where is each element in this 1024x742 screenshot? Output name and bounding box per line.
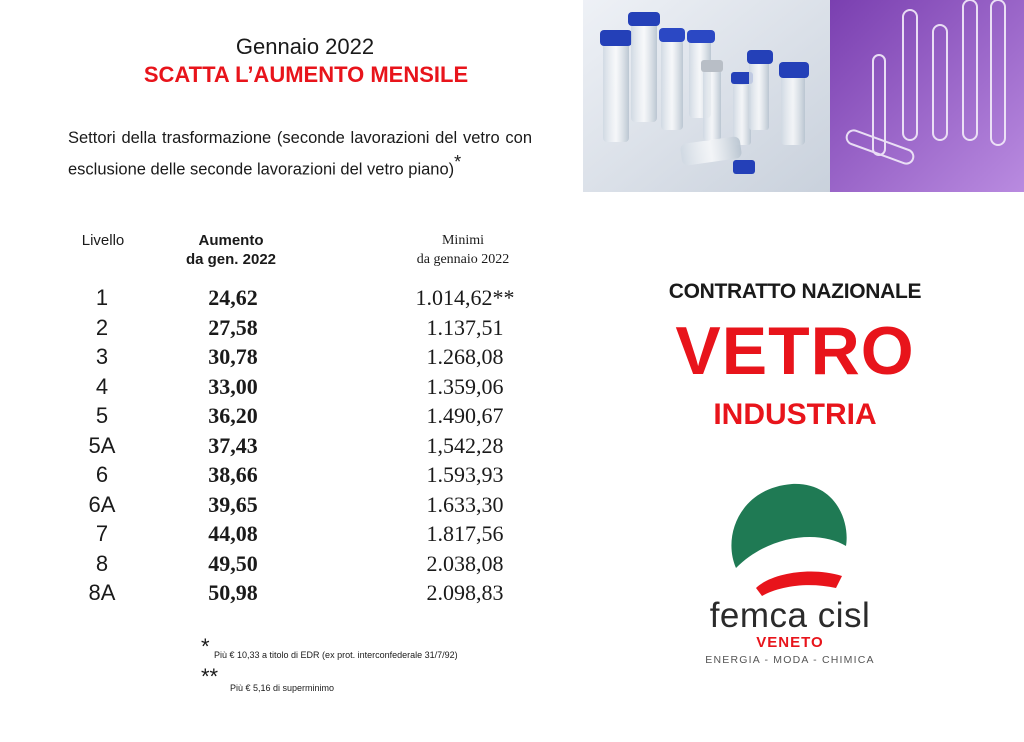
cell-livello: 7	[95, 521, 109, 546]
cell-livello: 8A	[88, 580, 116, 605]
logo-region: VENETO	[756, 634, 824, 651]
glass-vials-illustration	[583, 0, 1024, 192]
cell-aumento: 27,58	[208, 314, 258, 340]
footnote-2-text: Più € 5,16 di superminimo	[230, 683, 335, 693]
cell-minimi: 1.633,30	[426, 491, 504, 517]
header-aumento-line2: da gen. 2022	[185, 251, 277, 268]
table-row	[60, 402, 540, 432]
cell-minimi: 1.817,56	[426, 521, 504, 546]
cell-minimi: 1.359,06	[426, 373, 504, 399]
header-minimi-line1: Minimi	[441, 233, 484, 248]
header-minimi-line2: da gennaio 2022	[416, 252, 510, 267]
logo-red-arc	[756, 572, 842, 596]
wage-table	[60, 284, 540, 609]
cell-livello: 6A	[88, 491, 116, 517]
header-aumento-line1: Aumento	[198, 232, 264, 249]
cell-livello: 2	[95, 314, 109, 340]
cell-livello: 5	[95, 403, 109, 428]
subsector-title: INDUSTRIA	[713, 398, 877, 431]
sector-title: VETRO	[675, 313, 915, 389]
intro-star: *	[454, 152, 462, 172]
cell-livello: 6	[95, 462, 109, 487]
table-row	[60, 520, 540, 550]
glass-vials-photo	[583, 0, 1024, 192]
contract-label: CONTRATTO NAZIONALE	[668, 280, 922, 303]
table-row	[60, 314, 540, 344]
cell-minimi: 1,542,28	[426, 432, 504, 458]
cell-minimi: 1.268,08	[426, 344, 504, 369]
header-aumento	[166, 231, 296, 269]
cell-minimi: 2.098,83	[426, 580, 504, 605]
cell-livello: 4	[95, 373, 109, 399]
cell-aumento: 44,08	[208, 521, 258, 546]
femca-cisl-logo	[700, 476, 880, 606]
table-row	[60, 432, 540, 462]
intro-text: Settori della trasformazione (seconde lavorazioni del vetro con esclusione delle seconde lavorazioni del vetro piano)	[68, 129, 532, 179]
cell-aumento: 37,43	[208, 432, 258, 458]
cell-aumento: 39,65	[208, 491, 258, 517]
logo-green-arc	[731, 484, 846, 568]
cell-aumento: 33,00	[208, 373, 258, 399]
table-row	[60, 550, 540, 580]
logo-wordmark: femca cisl	[709, 596, 871, 635]
cell-minimi: 2.038,08	[426, 550, 504, 576]
footnote-2-mark: **	[201, 664, 219, 689]
cell-aumento: 30,78	[208, 344, 258, 369]
header-title: SCATTA L’AUMENTO MENSILE	[143, 62, 469, 87]
femca-logo-mark-icon	[700, 476, 880, 606]
intro-paragraph	[68, 126, 532, 182]
cell-minimi: 1.490,67	[426, 403, 504, 428]
header-date: Gennaio 2022	[235, 34, 375, 59]
cell-minimi: 1.137,51	[426, 314, 504, 340]
cell-aumento: 49,50	[208, 550, 258, 576]
table-row	[60, 373, 540, 403]
logo-tagline: ENERGIA - MODA - CHIMICA	[705, 654, 875, 666]
cell-aumento: 38,66	[208, 462, 258, 487]
header-minimi	[388, 231, 538, 269]
cell-minimi: 1.014,62**	[415, 285, 515, 310]
cell-minimi: 1.593,93	[426, 462, 504, 487]
table-row	[60, 284, 540, 314]
footnote-1-mark: *	[201, 634, 210, 659]
cell-aumento: 24,62	[208, 285, 258, 310]
table-row	[60, 343, 540, 373]
cell-livello: 1	[95, 285, 109, 310]
cell-livello: 8	[95, 550, 109, 576]
footnote-1-text: Più € 10,33 a titolo di EDR (ex prot. interconfederale 31/7/92)	[214, 650, 458, 660]
table-row	[60, 491, 540, 521]
cell-aumento: 50,98	[208, 580, 258, 605]
table-row	[60, 461, 540, 491]
cell-livello: 5A	[88, 432, 116, 458]
header-livello-label: Livello	[81, 232, 125, 249]
header-livello	[72, 231, 134, 250]
cell-aumento: 36,20	[208, 403, 258, 428]
table-row	[60, 579, 540, 609]
cell-livello: 3	[95, 344, 109, 369]
